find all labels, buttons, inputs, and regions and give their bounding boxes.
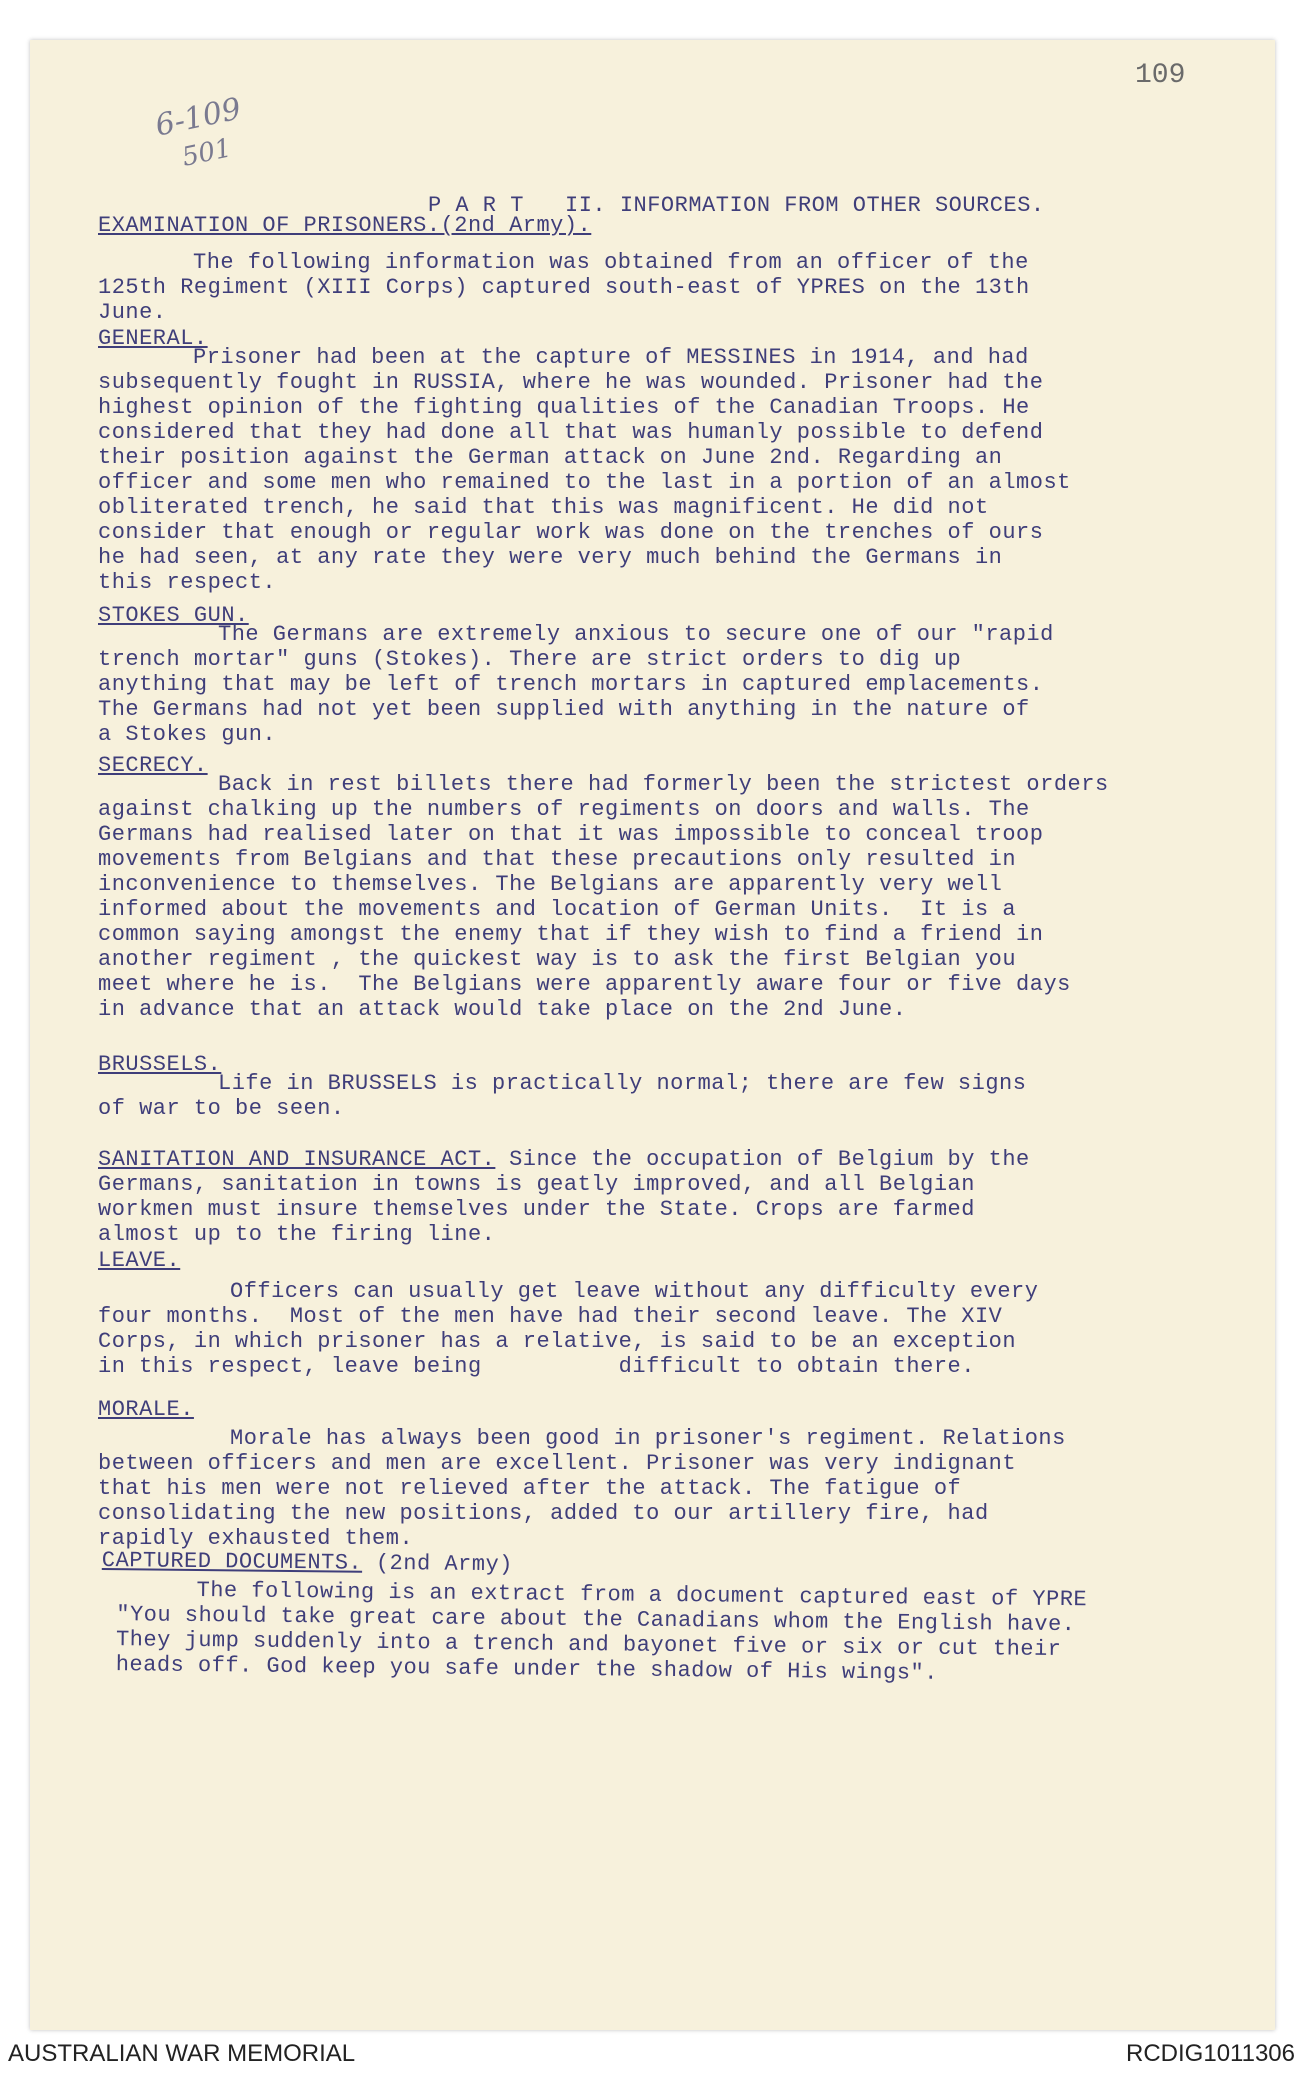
section-line: between officers and men are excellent. Prisoner was very indignant [98,1451,1017,1476]
section-line: Prisoner had been at the capture of MESSINES in 1914, and had [193,345,1029,370]
section-line: consolidating the new positions, added to our artillery fire, had [98,1501,989,1526]
section-line: considered that they had done all that was humanly possible to defend [98,420,1044,445]
footer-record-id: RCDIG1011306 [1126,2040,1295,2067]
section-heading: BRUSSELS. [98,1052,222,1077]
section-line: against chalking up the numbers of regiments on doors and walls. The [98,797,1030,822]
section-line: common saying amongst the enemy that if they wish to find a friend in [98,922,1044,947]
section-line: subsequently fought in RUSSIA, where he was wounded. Prisoner had the [98,370,1044,395]
section-heading: STOKES GUN. [98,603,249,628]
document-title: P A R T II. INFORMATION FROM OTHER SOURCES. [428,193,1045,218]
section-line: of war to be seen. [98,1096,345,1121]
section-line: this respect. [98,570,277,595]
section-brussels [98,1052,1218,1121]
section-line: Germans, sanitation in towns is geatly improved, and all Belgian [98,1172,975,1197]
section-line: informed about the movements and location of German Units. It is a [98,897,1017,922]
section-line: Officers can usually get leave without any difficulty every [230,1279,1039,1304]
section-line: Morale has always been good in prisoner's regiment. Relations [230,1426,1066,1451]
section-sanitation [98,1147,1218,1247]
section-line: Since the occupation of Belgium by the [509,1147,1030,1172]
section-line: movements from Belgians and that these precautions only resulted in [98,847,1017,872]
intro-paragraph [98,250,1218,325]
section-secrecy [98,753,1218,1022]
section-line: in advance that an attack would take place on the 2nd June. [98,997,907,1022]
section-leave [98,1248,1218,1379]
section-line: another regiment , the quickest way is to ask the first Belgian you [98,947,1017,972]
section-line: a Stokes gun. [98,722,277,747]
section-line: in this respect, leave being difficult to obtain there. [98,1354,975,1379]
document-subtitle: EXAMINATION OF PRISONERS.(2nd Army). [98,213,592,238]
section-line: obliterated trench, he said that this was magnificent. He did not [98,495,989,520]
section-line: "You should take great care about the Canadians whom the English have. [116,1602,1076,1638]
footer-institution: AUSTRALIAN WAR MEMORIAL [8,2040,356,2067]
section-stokes-gun [98,603,1218,747]
section-line: meet where he is. The Belgians were apparently aware four or five days [98,972,1071,997]
intro-line: 125th Regiment (XIII Corps) captured south-east of YPRES on the 13th [98,275,1030,300]
section-line: officer and some men who remained to the last in a portion of an almost [98,470,1071,495]
section-heading: SANITATION AND INSURANCE ACT. [98,1147,496,1172]
section-line: The Germans are extremely anxious to secure one of our "rapid [218,622,1054,647]
section-heading: GENERAL. [98,326,208,351]
section-line: The Germans had not yet been supplied with anything in the nature of [98,697,1030,722]
section-line: heads off. God keep you safe under the shadow of His wings". [115,1652,939,1686]
intro-line: The following information was obtained from an officer of the [193,250,1029,275]
section-line: he had seen, at any rate they were very much behind the Germans in [98,545,1003,570]
section-line: Corps, in which prisoner has a relative, is said to be an exception [98,1329,1017,1354]
handwritten-reference-top: 6-109 [152,91,245,144]
section-line: almost up to the firing line. [98,1222,496,1247]
section-heading-suffix: (2nd Army) [375,1550,514,1578]
section-line: The following is an extract from a document captured east of YPRE [196,1577,1088,1613]
page-number: 109 [1135,60,1186,91]
section-line: Germans had realised later on that it was impossible to conceal troop [98,822,1044,847]
section-heading-line [98,1147,1218,1172]
handwritten-reference-bottom: 501 [179,133,235,173]
section-general [98,326,1218,595]
section-line: consider that enough or regular work was done on the trenches of ours [98,520,1044,545]
section-heading: CAPTURED DOCUMENTS. [101,1548,363,1576]
section-line: They jump suddenly into a trench and bayonet five or six or cut their [115,1627,1062,1663]
section-line: anything that may be left of trench mortars in captured emplacements. [98,672,1044,697]
section-heading: LEAVE. [98,1248,181,1273]
section-line: workmen must insure themselves under the State. Crops are farmed [98,1197,975,1222]
document-page [30,40,1275,2030]
section-line: Back in rest billets there had formerly been the strictest orders [218,772,1109,797]
section-line: four months. Most of the men have had their second leave. The XIV [98,1304,1003,1329]
section-line: trench mortar" guns (Stokes). There are strict orders to dig up [98,647,962,672]
section-line: highest opinion of the fighting qualities of the Canadian Troops. He [98,395,1030,420]
intro-line: June. [98,300,167,325]
section-line: their position against the German attack on June 2nd. Regarding an [98,445,1003,470]
section-heading: SECRECY. [98,753,208,778]
section-line: Life in BRUSSELS is practically normal; there are few signs [218,1071,1027,1096]
section-line: rapidly exhausted them. [98,1526,414,1551]
section-morale [98,1397,1218,1551]
section-line: inconvenience to themselves. The Belgians are apparently very well [98,872,1003,897]
section-heading: MORALE. [98,1397,194,1422]
section-captured-documents [101,1548,1222,1689]
section-line: that his men were not relieved after the attack. The fatigue of [98,1476,962,1501]
